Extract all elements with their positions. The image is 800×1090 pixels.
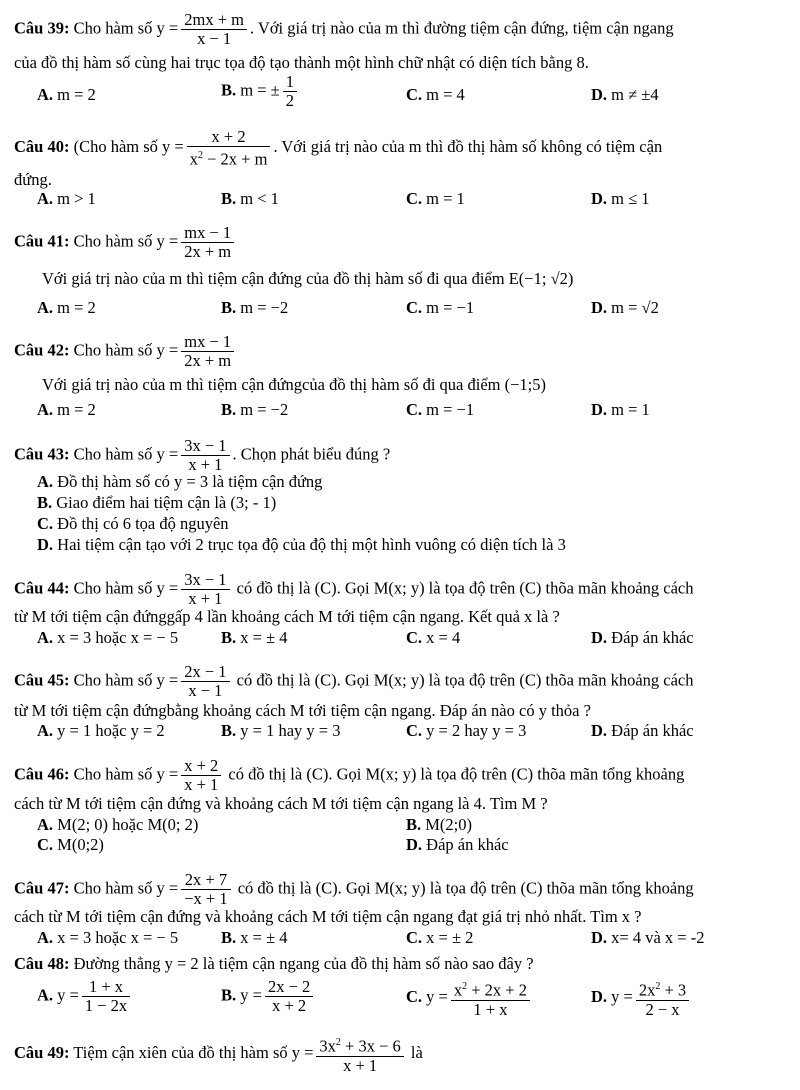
q46-fraction: $\frac{x + 2}{x + 1}$ <box>181 757 221 794</box>
q44-stem: Câu 44: Cho hàm số y = $\frac{3x - 1}{x + 1}$ có đồ thị là (C). Gọi M(x; y) là tọa độ trên (C) thõa mãn khoảng cách <box>14 570 694 608</box>
q45-option-d: D. Đáp án khác <box>591 721 694 740</box>
q41-option-c: C. m = −1 <box>406 298 475 317</box>
q40-fraction: $\frac{x + 2}{x^2 - 2x + m}$ <box>187 128 271 169</box>
q43-option-b: B. Giao điểm hai tiệm cận là (3; - 1) <box>37 493 277 512</box>
q42-option-a: A. m = 2 <box>37 400 96 419</box>
q47-option-d: D. x= 4 và x = -2 <box>591 928 705 947</box>
q43-option-c: C. Đồ thị có 6 tọa độ nguyên <box>37 514 229 533</box>
q41-stem-line2: Với giá trị nào của m thì tiệm cận đứng của đồ thị hàm số đi qua điểm E(−1; √2) <box>42 269 574 288</box>
q46-label: Câu 46: <box>14 764 70 784</box>
q48-option-b-fraction: $\frac{2x - 2}{x + 2}$ <box>265 978 313 1015</box>
q42-stem-line2: Với giá trị nào của m thì tiệm cận đứngcủa đồ thị hàm số đi qua điểm (−1;5) <box>42 375 546 394</box>
q45-stem-line2: từ M tới tiệm cận đứngbằng khoảng cách M tới tiệm cận ngang. Đáp án nào có y thỏa ? <box>14 701 591 720</box>
q43-option-a: A. Đồ thị hàm số có y = 3 là tiệm cận đứng <box>37 472 323 491</box>
q39-label: Câu 39: <box>14 18 70 38</box>
q46-option-d: D. Đáp án khác <box>406 835 509 854</box>
q40-stem-line2: đứng. <box>14 170 52 189</box>
q44-label: Câu 44: <box>14 578 70 598</box>
q48-option-b: B. y = $\frac{2x - 2}{x + 2}$ <box>221 978 316 1015</box>
q44-stem-line2: từ M tới tiệm cận đứnggấp 4 lần khoảng cách M tới tiệm cận ngang. Kết quả x là ? <box>14 607 560 626</box>
q39-stem-line2: của đồ thị hàm số cùng hai trục tọa độ tạo thành một hình chữ nhật có diện tích bằng 8. <box>14 53 589 72</box>
q43-option-d: D. Hai tiệm cận tạo với 2 trục tọa độ của độ thị một hình vuông có diện tích là 3 <box>37 535 566 554</box>
q48-option-d-fraction: $\frac{2x^2 + 3}{2 - x}$ <box>636 978 689 1019</box>
q40-label: Câu 40: <box>14 137 70 157</box>
q48-label: Câu 48: <box>14 954 70 973</box>
q47-stem: Câu 47: Cho hàm số y = $\frac{2x + 7}{-x + 1}$ có đồ thị là (C). Gọi M(x; y) là tọa độ trên (C) thõa mãn tổng khoảng <box>14 870 694 908</box>
q48-option-a: A. y = $\frac{1 + x}{1 - 2x}$ <box>37 978 133 1015</box>
q49-label: Câu 49: <box>14 1043 70 1063</box>
q46-option-b: B. M(2;0) <box>406 815 473 834</box>
q48-option-a-fraction: $\frac{1 + x}{1 - 2x}$ <box>82 978 130 1015</box>
q39-option-c: C. m = 4 <box>406 85 465 104</box>
q47-option-a: A. x = 3 hoặc x = − 5 <box>37 928 179 947</box>
q47-option-b: B. x = ± 4 <box>221 928 288 947</box>
q41-stem: Câu 41: Cho hàm số y = $\frac{mx - 1}{2x + m}$ <box>14 224 237 261</box>
q42-label: Câu 42: <box>14 340 70 360</box>
q42-option-b: B. m = −2 <box>221 400 289 419</box>
q48-stem: Câu 48: Đường thẳng y = 2 là tiệm cận ngang của đồ thị hàm số nào sao đây ? <box>14 954 534 973</box>
q40-stem: Câu 40: (Cho hàm số y = $\frac{x + 2}{x^2 - 2x + m}$ . Với giá trị nào của m thì đồ thị hàm số không có tiệm cận <box>14 127 663 169</box>
q40-option-a: A. m > 1 <box>37 189 96 208</box>
q47-stem-line2: cách từ M tới tiệm cận đứng và khoảng cách M tới tiệm cận ngang đạt giá trị nhỏ nhất. Tìm x ? <box>14 907 642 926</box>
q45-stem: Câu 45: Cho hàm số y = $\frac{2x - 1}{x - 1}$ có đồ thị là (C). Gọi M(x; y) là tọa độ trên (C) thõa mãn khoảng cách <box>14 662 694 700</box>
q41-option-b: B. m = −2 <box>221 298 289 317</box>
q45-label: Câu 45: <box>14 670 70 690</box>
q47-label: Câu 47: <box>14 878 70 898</box>
q47-option-c: C. x = ± 2 <box>406 928 474 947</box>
q44-option-d: D. Đáp án khác <box>591 628 694 647</box>
q44-option-c: C. x = 4 <box>406 628 461 647</box>
q39-fraction: $\frac{2mx + m}{x - 1}$ <box>181 11 247 48</box>
q41-fraction: $\frac{mx - 1}{2x + m}$ <box>181 224 234 261</box>
q39-stem: Câu 39: Cho hàm số y = $\frac{2mx + m}{x - 1}$ . Với giá trị nào của m thì đường tiệm cận đứng, tiệm cận ngang <box>14 10 674 48</box>
q46-option-c: C. M(0;2) <box>37 835 104 854</box>
q41-option-a: A. m = 2 <box>37 298 96 317</box>
q46-option-a: A. M(2; 0) hoặc M(0; 2) <box>37 815 199 834</box>
q48-option-c-fraction: $\frac{x^2 + 2x + 2}{1 + x}$ <box>451 978 530 1019</box>
q48-option-c: C. y = $\frac{x^2 + 2x + 2}{1 + x}$ <box>406 978 533 1019</box>
q40-option-c: C. m = 1 <box>406 189 465 208</box>
q42-fraction: $\frac{mx - 1}{2x + m}$ <box>181 333 234 370</box>
q44-option-a: A. x = 3 hoặc x = − 5 <box>37 628 179 647</box>
q39-option-b: B. m = ± $\frac{1}{2}$ <box>221 73 300 110</box>
q42-option-c: C. m = −1 <box>406 400 475 419</box>
q46-stem: Câu 46: Cho hàm số y = $\frac{x + 2}{x + 1}$ có đồ thị là (C). Gọi M(x; y) là tọa độ trên (C) thõa mãn tổng khoảng <box>14 756 685 794</box>
q39-option-d: D. m ≠ ±4 <box>591 85 659 104</box>
q47-fraction: $\frac{2x + 7}{-x + 1}$ <box>181 871 230 908</box>
q40-option-b: B. m < 1 <box>221 189 279 208</box>
q41-label: Câu 41: <box>14 231 70 251</box>
q45-option-a: A. y = 1 hoặc y = 2 <box>37 721 165 740</box>
q46-stem-line2: cách từ M tới tiệm cận đứng và khoảng cách M tới tiệm cận ngang là 4. Tìm M ? <box>14 794 548 813</box>
q39-option-a: A. m = 2 <box>37 85 96 104</box>
q43-fraction: $\frac{3x - 1}{x + 1}$ <box>181 437 229 474</box>
q49-stem: Câu 49: Tiệm cận xiên của đồ thị hàm số y = $\frac{3x^2 + 3x - 6}{x + 1}$ là <box>14 1034 423 1075</box>
q44-fraction: $\frac{3x - 1}{x + 1}$ <box>181 571 229 608</box>
q42-option-d: D. m = 1 <box>591 400 650 419</box>
q45-option-c: C. y = 2 hay y = 3 <box>406 721 527 740</box>
q49-fraction: $\frac{3x^2 + 3x - 6}{x + 1}$ <box>316 1034 403 1075</box>
q45-option-b: B. y = 1 hay y = 3 <box>221 721 341 740</box>
q44-option-b: B. x = ± 4 <box>221 628 288 647</box>
q43-label: Câu 43: <box>14 444 70 464</box>
q41-option-d: D. m = √2 <box>591 298 659 317</box>
q42-stem: Câu 42: Cho hàm số y = $\frac{mx - 1}{2x + m}$ <box>14 333 237 370</box>
q48-option-d: D. y = $\frac{2x^2 + 3}{2 - x}$ <box>591 978 692 1019</box>
q45-fraction: $\frac{2x - 1}{x - 1}$ <box>181 663 229 700</box>
q39-option-b-fraction: $\frac{1}{2}$ <box>283 73 297 110</box>
q40-option-d: D. m ≤ 1 <box>591 189 650 208</box>
q43-stem: Câu 43: Cho hàm số y = $\frac{3x - 1}{x + 1}$ . Chọn phát biểu đúng ? <box>14 436 391 474</box>
